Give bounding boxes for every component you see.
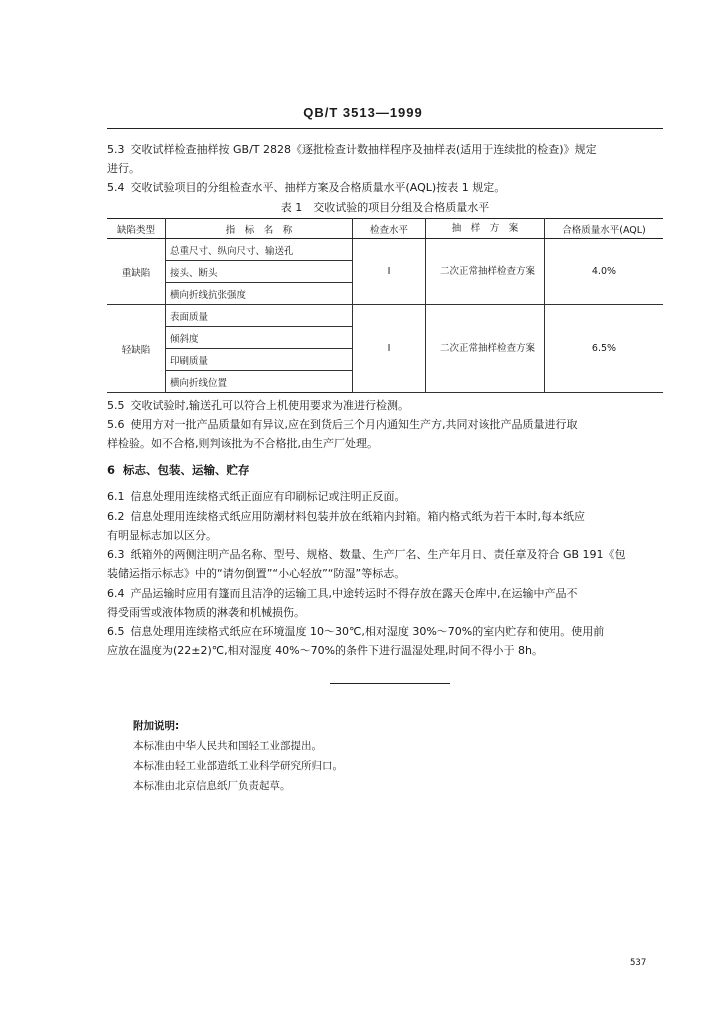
notes-block — [133, 716, 343, 796]
clause-text: 交收试样检查抽样按 GB/T 2828《逐批检查计数抽样程序及抽样表(适用于连续批的检查)》规定 — [130, 143, 597, 156]
clause-text: 产品运输时应用有篷而且洁净的运输工具,中途转运时不得存放在露天仓库中,在运输中产品不 — [130, 587, 578, 600]
plan-cell: 二次正常抽样检查方案 — [426, 239, 545, 305]
item-cell: 接头、断头 — [166, 261, 353, 283]
clause-number: 5.4 — [107, 181, 125, 194]
clause-text: 交收试验项目的分组检查水平、抽样方案及合格质量水平(AQL)按表 1 规定。 — [130, 181, 506, 194]
section-title: 标志、包装、运输、贮存 — [123, 463, 250, 477]
clause-6-1 — [107, 487, 663, 506]
clause-number: 6.2 — [107, 510, 125, 523]
section-6-heading — [107, 462, 250, 478]
clause-6-4 — [107, 584, 663, 622]
end-divider — [330, 683, 450, 684]
clause-text: 信息处理用连续格式纸应用防潮材料包装并放在纸箱内封箱。箱内格式纸为若干本时,每本纸应 — [130, 510, 585, 523]
clause-6-2 — [107, 507, 663, 545]
defect-type-cell: 轻缺陷 — [107, 305, 166, 393]
clause-5-4 — [107, 178, 663, 197]
table-caption: 表 1 交收试验的项目分组及合格质量水平 — [280, 201, 490, 214]
clause-6-5 — [107, 622, 663, 660]
header-rule — [107, 128, 663, 129]
header-cell: 合格质量水平(AQL) — [545, 219, 664, 239]
clause-5-6-line1 — [107, 415, 663, 434]
clause-text: 纸箱外的两侧注明产品名称、型号、规格、数量、生产厂名、生产年月日、责任章及符合 GB 191《包 — [130, 548, 626, 561]
item-cell: 倾斜度 — [166, 327, 353, 349]
page-number: 537 — [630, 958, 647, 968]
header-cell: 缺陷类型 — [107, 219, 166, 239]
clause-5-6-line2: 样检验。如不合格,则判该批为不合格批,由生产厂处理。 — [107, 437, 378, 450]
clause-text: 信息处理用连续格式纸正面应有印刷标记或注明正反面。 — [130, 490, 406, 503]
table-row — [107, 239, 663, 261]
item-cell: 印刷质量 — [166, 349, 353, 371]
plan-cell: 二次正常抽样检查方案 — [426, 305, 545, 393]
standard-code: QB/T 3513—1999 — [303, 105, 423, 120]
clause-number: 6.5 — [107, 625, 125, 638]
defect-type-cell: 重缺陷 — [107, 239, 166, 305]
clause-5-5 — [107, 396, 663, 415]
clause-5-3-line1 — [107, 140, 663, 159]
clause-number: 5.3 — [107, 143, 125, 156]
clause-6-3-line1 — [107, 545, 663, 564]
clause-6-5-line1 — [107, 622, 663, 641]
table-row — [107, 305, 663, 327]
header-cell: 抽 样 方 案 — [426, 219, 545, 239]
clause-number: 6.4 — [107, 587, 125, 600]
clause-number: 5.6 — [107, 418, 125, 431]
clause-text: 使用方对一批产品质量如有异议,应在到货后三个月内通知生产方,共同对该批产品质量进行取 — [130, 418, 578, 431]
item-cell: 横向折线抗张强度 — [166, 283, 353, 305]
aql-cell: 4.0% — [545, 239, 664, 305]
header-cell: 指 标 名 称 — [166, 219, 353, 239]
item-cell: 表面质量 — [166, 305, 353, 327]
clause-number: 6.3 — [107, 548, 125, 561]
item-cell: 横向折线位置 — [166, 371, 353, 393]
table-header-row — [107, 219, 663, 239]
clause-6-4-line2: 得受雨雪或液体物质的淋袭和机械损伤。 — [107, 606, 305, 619]
clause-6-2-line2: 有明显标志加以区分。 — [107, 529, 217, 542]
clause-6-3 — [107, 545, 663, 583]
level-cell: Ⅰ — [353, 239, 426, 305]
level-cell: Ⅰ — [353, 305, 426, 393]
section-number: 6 — [107, 463, 116, 477]
clause-number: 5.5 — [107, 399, 125, 412]
clause-6-4-line1 — [107, 584, 663, 603]
clause-5-3-line2: 进行。 — [107, 162, 140, 175]
header-cell: 检查水平 — [353, 219, 426, 239]
clause-6-3-line2: 装储运指示标志》中的“请勿倒置”“小心轻放”“防湿”等标志。 — [107, 567, 406, 580]
item-cell: 总重尺寸、纵向尺寸、输送孔 — [166, 239, 353, 261]
notes-title: 附加说明: — [133, 720, 180, 732]
qa-table — [107, 218, 663, 393]
clause-text: 信息处理用连续格式纸应在环境温度 10～30℃,相对湿度 30%～70%的室内贮存和使用。使用前 — [130, 625, 605, 638]
clause-number: 6.1 — [107, 490, 125, 503]
notes-line: 本标准由轻工业部造纸工业科学研究所归口。 — [133, 760, 343, 772]
notes-line: 本标准由中华人民共和国轻工业部提出。 — [133, 740, 322, 752]
clause-text: 交收试验时,输送孔可以符合上机使用要求为准进行检测。 — [130, 399, 409, 412]
aql-cell: 6.5% — [545, 305, 664, 393]
notes-line: 本标准由北京信息纸厂负责起草。 — [133, 780, 291, 792]
clause-5-6 — [107, 415, 663, 453]
clause-6-5-line2: 应放在温度为(22±2)℃,相对湿度 40%～70%的条件下进行温湿处理,时间不得小于 8h。 — [107, 644, 544, 657]
clause-6-2-line1 — [107, 507, 663, 526]
clause-5-3 — [107, 140, 663, 178]
